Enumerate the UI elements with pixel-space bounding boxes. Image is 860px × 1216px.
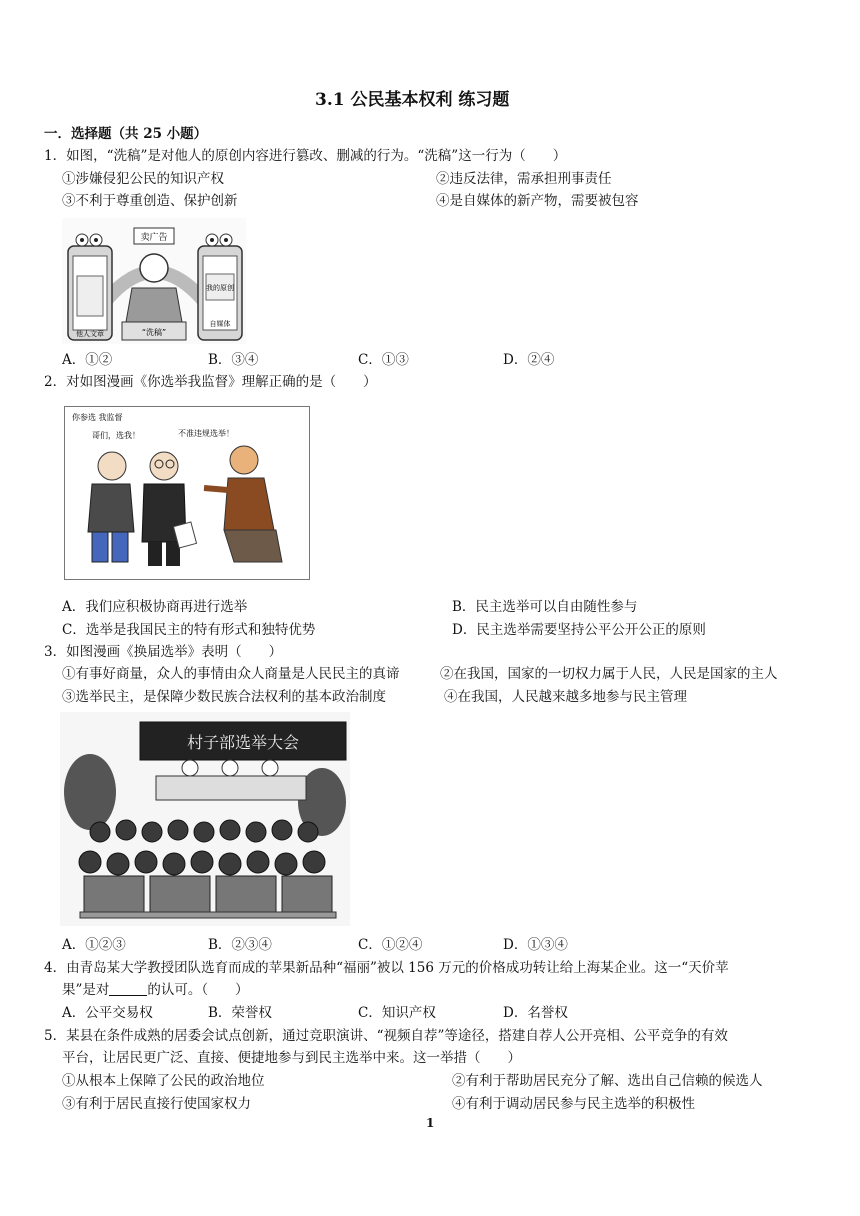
q3-statement-2: ②在我国，国家的一切权力属于人民，人民是国家的主人	[440, 666, 778, 682]
q3-option-a[interactable]: A．①②③	[62, 937, 126, 953]
q1-cartoon	[62, 218, 246, 344]
q3-statement-3: ③选举民主，是保障少数民族合法权利的基本政治制度	[62, 689, 386, 705]
q3-stem: 3．如图漫画《换届选举》表明（ ）	[44, 644, 283, 660]
q1-option-a[interactable]: A．①②	[62, 352, 113, 368]
page-number: 1	[426, 1116, 435, 1130]
q4-option-d[interactable]: D．名誉权	[503, 1005, 568, 1021]
q2-option-a[interactable]: A．我们应积极协商再进行选举	[62, 599, 248, 615]
page-title: 3.1 公民基本权利 练习题	[315, 90, 510, 110]
q4-option-c[interactable]: C．知识产权	[358, 1005, 436, 1021]
q4-option-b[interactable]: B．荣誉权	[208, 1005, 272, 1021]
q1-statement-4: ④是自媒体的新产物，需要被包容	[436, 193, 639, 209]
q2-stem: 2．对如图漫画《你选举我监督》理解正确的是（ ）	[44, 374, 377, 390]
q2-caption: 你参选 我监督	[72, 413, 123, 422]
q3-statement-1: ①有事好商量，众人的事情由众人商量是人民民主的真谛	[62, 666, 400, 682]
q5-stem-line-1: 5．某县在条件成熟的居委会试点创新，通过竞职演讲、“视频自荐”等途径，搭建自荐人公开亮相、公平竞争的有效	[44, 1028, 728, 1044]
q2-cartoon	[64, 406, 310, 580]
q5-statement-2: ②有利于帮助居民充分了解、选出自己信赖的候选人	[452, 1073, 763, 1089]
q1-left-label: 他人文章	[76, 330, 104, 338]
q2-option-b[interactable]: B．民主选举可以自由随性参与	[452, 599, 638, 615]
q1-option-d[interactable]: D．②④	[503, 352, 555, 368]
q3-banner-text: 村子部选举大会	[186, 733, 300, 752]
q1-sign-text: 卖广告	[140, 233, 168, 243]
q3-statement-4: ④在我国，人民越来越多地参与民主管理	[444, 689, 687, 705]
q1-statement-1: ①涉嫌侵犯公民的知识产权	[62, 171, 224, 187]
q5-statement-1: ①从根本上保障了公民的政治地位	[62, 1073, 265, 1089]
q4-stem-line-1: 4．由青岛某大学教授团队选育而成的苹果新品种“福丽”被以 156 万元的价格成功转让给上海某企业。这一“天价苹	[44, 960, 729, 976]
q2-option-d[interactable]: D．民主选举需要坚持公平公开公正的原则	[452, 622, 706, 638]
q5-stem-line-2: 平台，让居民更广泛、直接、便捷地参与到民主选举中来。这一举措（ ）	[62, 1050, 521, 1066]
section-heading: 一．选择题（共 25 小题）	[44, 126, 208, 142]
q3-cartoon	[60, 712, 350, 926]
q2-bubble-1: 哥们，选我！	[92, 431, 140, 440]
q4-option-a[interactable]: A．公平交易权	[62, 1005, 153, 1021]
q4-stem-part-a: 果”是对	[62, 982, 110, 998]
q1-statement-2: ②违反法律，需承担刑事责任	[436, 171, 612, 187]
q3-option-d[interactable]: D．①③④	[503, 937, 568, 953]
q1-stem: 1．如图，“洗稿”是对他人的原创内容进行篡改、删减的行为。“洗稿”这一行为（ ）	[44, 148, 567, 164]
q4-stem-line-2	[62, 980, 249, 1000]
q5-statement-3: ③有利于居民直接行使国家权力	[62, 1096, 251, 1112]
q4-answer-blank[interactable]	[109, 981, 147, 996]
q5-statement-4: ④有利于调动居民参与民主选举的积极性	[452, 1096, 695, 1112]
q1-option-c[interactable]: C．①③	[358, 352, 409, 368]
q3-option-c[interactable]: C．①②④	[358, 937, 423, 953]
q2-bubble-2: 不准违规选举！	[178, 429, 234, 438]
q2-option-c[interactable]: C．选举是我国民主的特有形式和独特优势	[62, 622, 316, 638]
q1-mid-label: 自媒体	[209, 320, 231, 328]
q4-stem-part-b: 的认可。（ ）	[147, 982, 249, 998]
q1-right-label: 我的原创	[206, 284, 234, 292]
q1-option-b[interactable]: B．③④	[208, 352, 259, 368]
q1-statement-3: ③不利于尊重创造、保护创新	[62, 193, 238, 209]
q1-bottom-label: “洗稿”	[141, 328, 167, 337]
q3-option-b[interactable]: B．②③④	[208, 937, 272, 953]
